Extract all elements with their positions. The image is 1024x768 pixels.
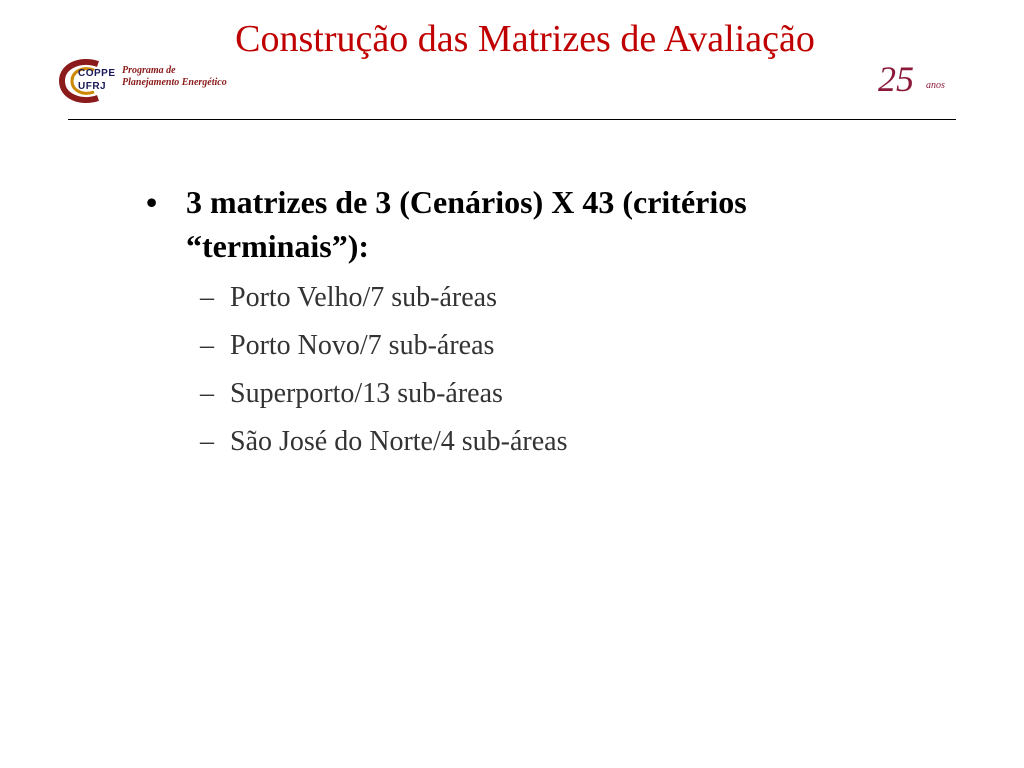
main-bullet — [140, 180, 920, 268]
program-caption-line1: Programa de — [122, 65, 176, 76]
sub-bullet-text: Superporto/13 sub-áreas — [230, 378, 503, 409]
ufrj-logo-text: UFRJ — [78, 81, 107, 92]
slide-body — [140, 180, 920, 466]
sub-bullet — [140, 274, 920, 322]
sub-bullet-list — [140, 274, 920, 466]
anniversary-caption: anos — [926, 80, 945, 91]
program-caption-line2: Planejamento Energético — [122, 77, 227, 88]
sub-bullet-symbol: – — [200, 426, 214, 457]
main-bullet-text: 3 matrizes de 3 (Cenários) X 43 (critérios “terminais”): — [186, 184, 747, 264]
25-anos-logo — [876, 60, 966, 100]
coppe-logo — [58, 56, 248, 106]
sub-bullet-text: Porto Novo/7 sub-áreas — [230, 330, 495, 361]
sub-bullet-text: Porto Velho/7 sub-áreas — [230, 282, 497, 313]
slide-title: Construção das Matrizes de Avaliação — [235, 18, 815, 60]
sub-bullet-symbol: – — [200, 282, 214, 313]
title-divider — [68, 119, 956, 120]
sub-bullet — [140, 370, 920, 418]
anniversary-number: 25 — [878, 59, 914, 99]
sub-bullet-text: São José do Norte/4 sub-áreas — [230, 426, 568, 457]
sub-bullet-symbol: – — [200, 330, 214, 361]
bullet-symbol: • — [146, 184, 158, 220]
program-caption — [122, 65, 227, 89]
sub-bullet — [140, 418, 920, 466]
sub-bullet — [140, 322, 920, 370]
coppe-logo-text: COPPE — [78, 68, 116, 79]
sub-bullet-symbol: – — [200, 378, 214, 409]
